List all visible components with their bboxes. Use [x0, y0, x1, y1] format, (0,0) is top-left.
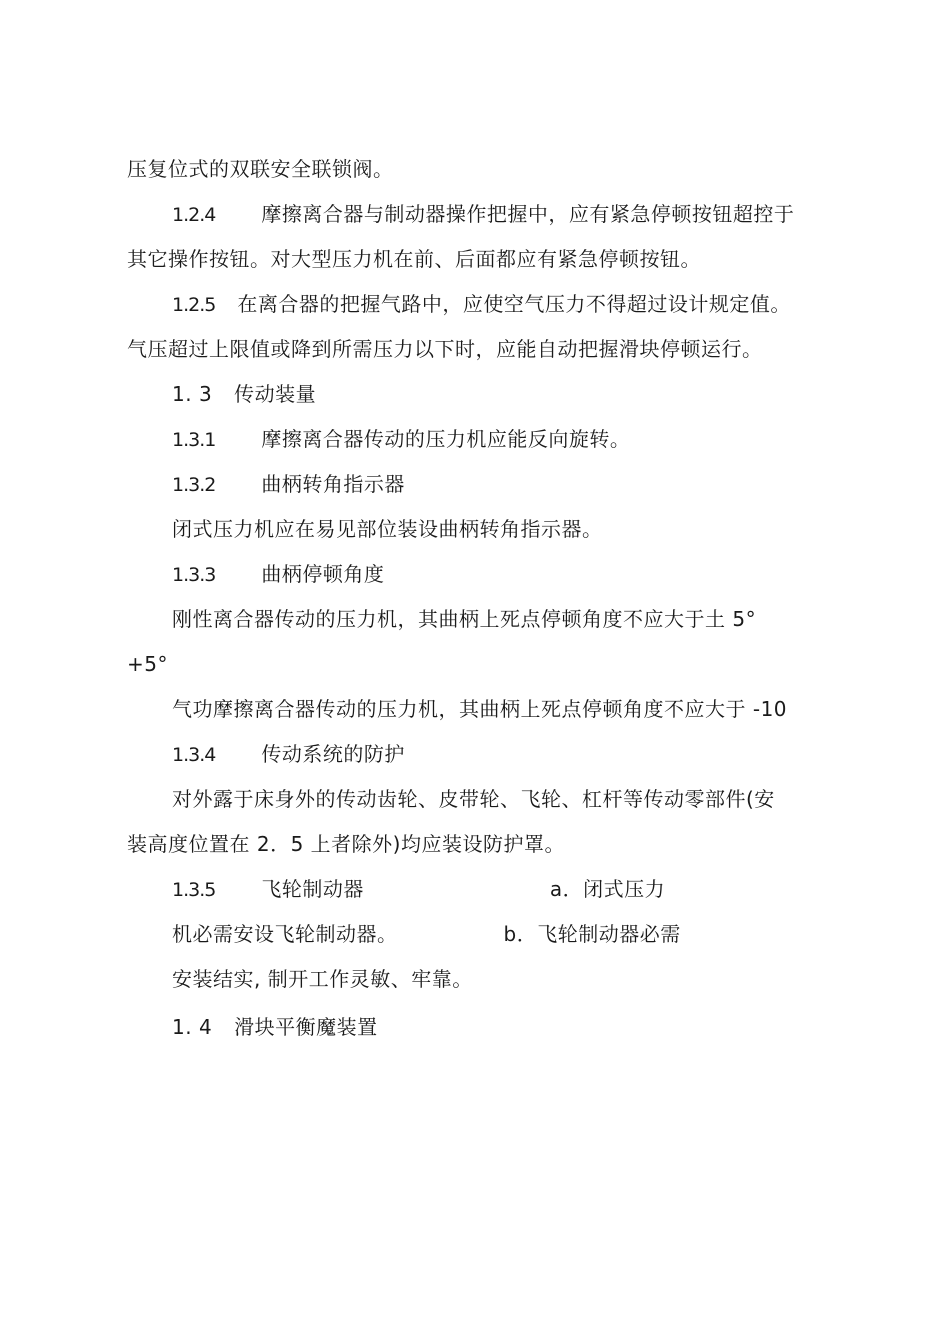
section-1-3-2	[172, 470, 405, 499]
section-1-3-4	[172, 740, 405, 769]
section-number: 1.2.4	[172, 204, 216, 226]
section-text: 曲柄停顿角度	[261, 562, 385, 586]
section-text: 传动系统的防护	[261, 742, 405, 766]
paragraph-line	[172, 965, 473, 993]
text: 安装结实, 制开工作灵敏、牢靠。	[172, 967, 473, 991]
paragraph-line	[172, 605, 756, 633]
section-text: 飞轮制动器	[261, 877, 364, 901]
section-number: 1.2.5	[172, 294, 216, 316]
text: 气压超过上限值或降到所需压力以下时，应能自动把握滑块停顿运行。	[127, 337, 763, 361]
paragraph-line	[127, 830, 565, 858]
text: 装高度位置在 2．5 上者除外)均应装设防护罩。	[127, 832, 565, 856]
section-1-3-3	[172, 560, 384, 589]
text: 压复位式的双联安全联锁阀。	[127, 157, 394, 181]
section-1-2-4	[172, 200, 794, 229]
section-number: 1.3.3	[172, 564, 216, 586]
text: 气功摩擦离合器传动的压力机，其曲柄上死点停顿角度不应大于 -10	[172, 697, 788, 721]
section-text: 摩擦离合器传动的压力机应能反向旋转。	[261, 427, 631, 451]
paragraph-line	[127, 155, 394, 183]
text: 机必需安设飞轮制动器。	[172, 922, 398, 946]
text: 闭式压力机应在易见部位装设曲柄转角指示器。	[172, 517, 603, 541]
paragraph-line	[127, 335, 763, 363]
section-number: 1.3.5	[172, 879, 216, 901]
text: 其它操作按钮。对大型压力机在前、后面都应有紧急停顿按钮。	[127, 247, 701, 271]
section-number: 1.3.1	[172, 429, 216, 451]
section-1-3-5	[172, 875, 665, 904]
section-text: 传动装量	[234, 382, 317, 406]
section-number: 1. 4	[172, 1015, 213, 1039]
section-number: 1.3.2	[172, 474, 216, 496]
paragraph-line	[127, 650, 168, 678]
section-text: 滑块平衡魔装置	[234, 1015, 378, 1039]
paragraph-line	[172, 695, 787, 723]
section-text: 在离合器的把握气路中，应使空气压力不得超过设计规定值。	[237, 292, 791, 316]
section-1-2-5	[172, 290, 791, 319]
item-a-text: a．闭式压力	[549, 877, 666, 901]
section-1-3	[172, 380, 316, 408]
text: 对外露于床身外的传动齿轮、皮带轮、飞轮、杠杆等传动零部件(安	[172, 787, 775, 811]
text: 刚性离合器传动的压力机，其曲柄上死点停顿角度不应大于土 5°	[172, 607, 757, 631]
paragraph-line	[172, 785, 775, 813]
text: +5°	[127, 652, 168, 676]
paragraph-line	[127, 245, 701, 273]
section-1-4	[172, 1013, 378, 1041]
section-text: 摩擦离合器与制动器操作把握中，应有紧急停顿按钮超控于	[261, 202, 795, 226]
section-1-3-1	[172, 425, 630, 454]
section-text: 曲柄转角指示器	[261, 472, 405, 496]
section-number: 1.3.4	[172, 744, 216, 766]
paragraph-line	[172, 920, 681, 948]
item-b-text: b．飞轮制动器必需	[503, 922, 681, 946]
paragraph-line	[172, 515, 603, 543]
section-number: 1. 3	[172, 382, 213, 406]
